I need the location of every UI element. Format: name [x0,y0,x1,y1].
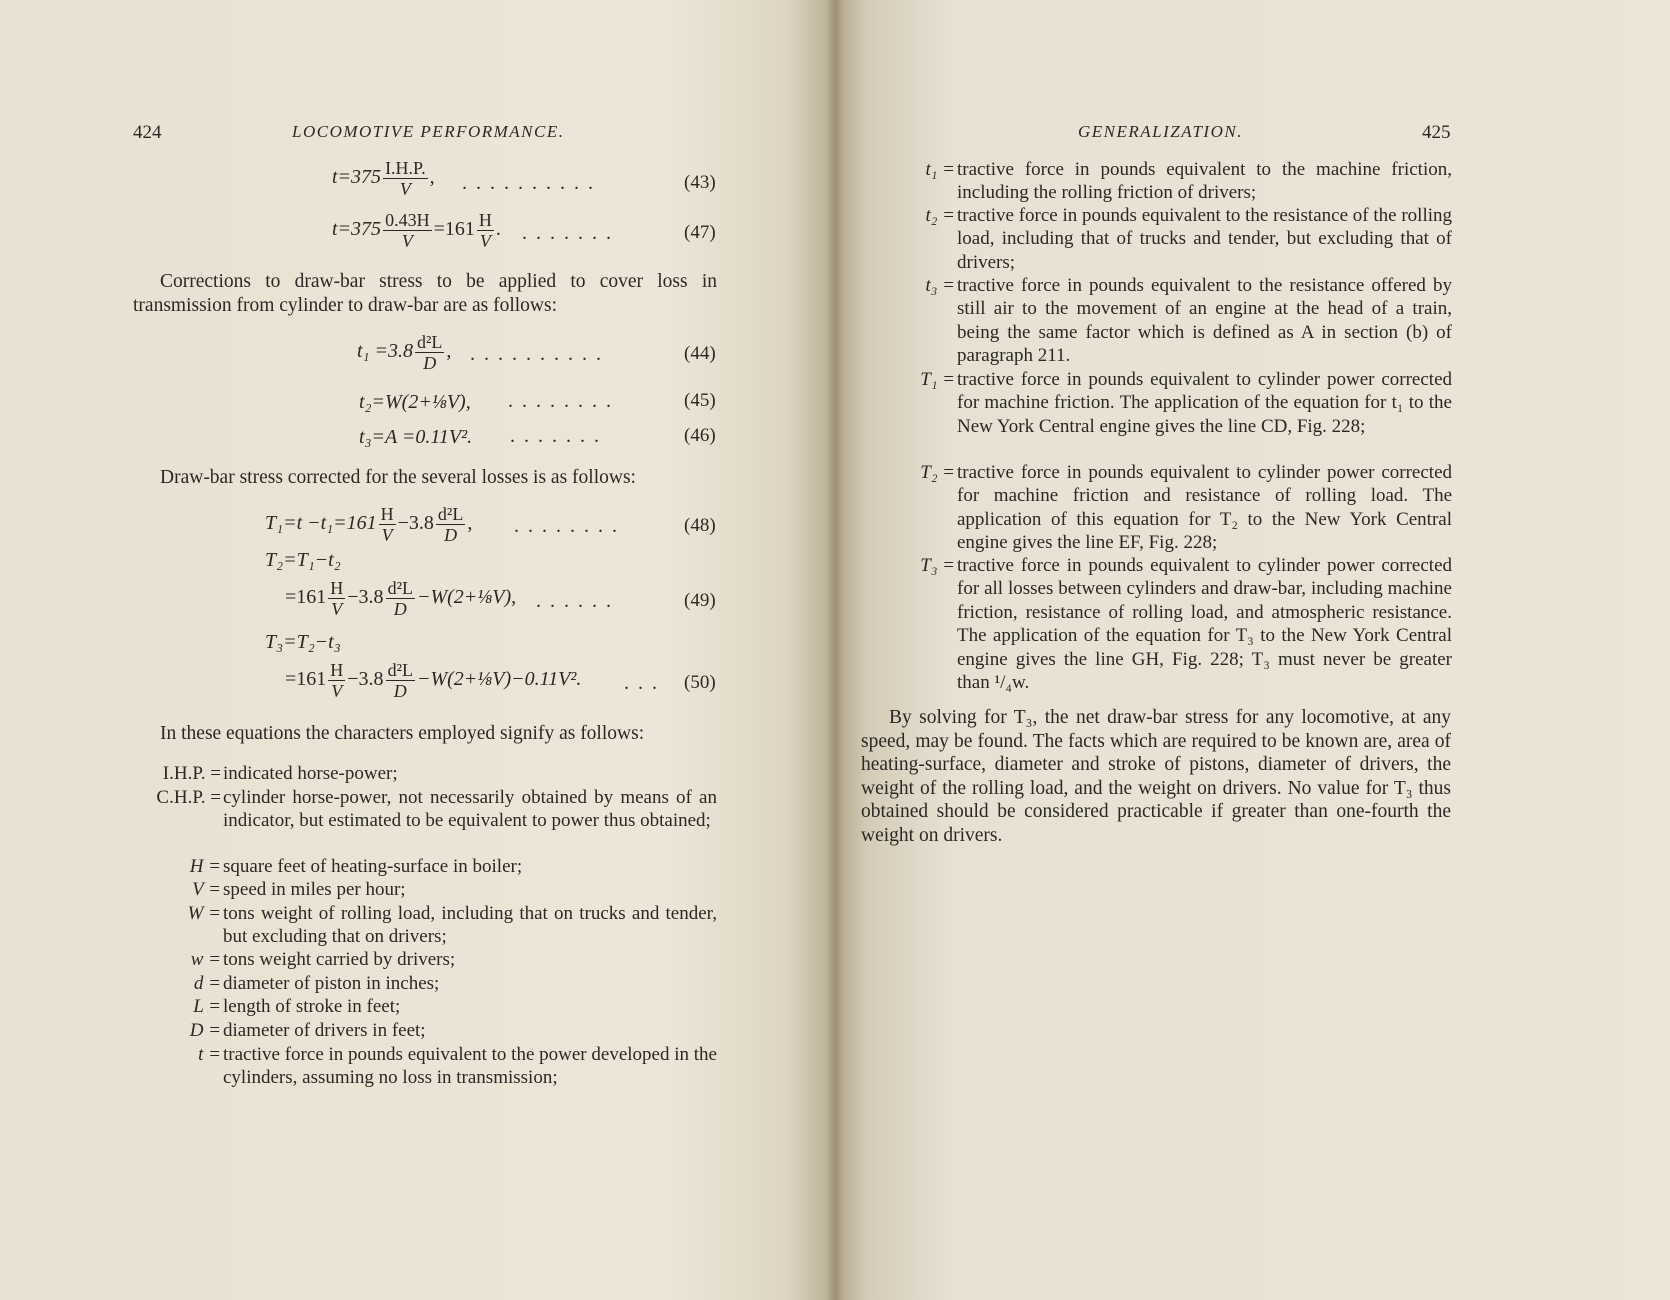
definition-T2: T₂ = tractive force in pounds equivalent to cylinder power corrected for machine friction and resistance of rolling load. The application of this equation for T₂ to the New York Central engine gives the line EF, Fig. 228; [920,462,1452,554]
definition-chp: C.H.P. = cylinder horse-power, not necessarily obtained by means of an indicator, but estimated to be equivalent to power thus obtained; [156,787,717,832]
equation-number-50: (50) [684,672,716,693]
equation-47: t=375 $\frac{0.43H}{V}$ =161 $\frac{H}{V}$ . [332,210,501,251]
page-number-right: 425 [1422,122,1451,143]
equation-44: t₁ =3.8 $\frac{\text{d²L}}{D}$ , [357,332,452,373]
right-page [835,0,1670,1300]
definition-h: H = square feet of heating-surface in boiler; [189,856,523,877]
definition-l: L = length of stroke in feet; [193,996,401,1017]
definition-v: V = speed in miles per hour; [192,879,406,900]
equation-50: =161 $\frac{H}{V}$ −3.8 $\frac{\text{d²L}}{D}$ −W(2+⅛V)−0.11V². [285,660,582,701]
characters-intro: In these equations the characters employed signify as follows: [160,723,645,744]
running-head-right: GENERALIZATION. [1078,122,1243,141]
page-number-left: 424 [133,122,162,143]
equation-number-46: (46) [684,425,716,446]
corrections-intro: Corrections to draw-bar stress to be applied to cover loss in transmission from cylinder to draw-bar are as follows: [133,271,717,316]
equation-number-47: (47) [684,222,716,243]
left-page: 424 LOCOMOTIVE PERFORMANCE. t=375 $\frac{I.H.P.}{V}$ , .......... (43) t=375 $\frac{0.43H}{V}$ =161 $\frac{H}{V}$ . ....... (47) Corrections to draw-bar stress to be applied to cover loss in transmission from cylinder to draw-bar are as follows: t₁ =3.8 $\frac{\text{d²L}}{D}$ , .......... (44) t₂=W(2+⅛V), ........ (45) t₃=A =0.11V². ....... (46) Draw-bar stress corrected for the several losses is as follows: T₁=t −t₁=161 $\frac{H}{V}$ −3.8 $\frac{\text{d²L}}{D}$ , ........ (48) T₂=T₁−t₂ =161 $\frac{H}{V}$ −3.8 $\frac{\text{d²L}}{D}$ −W(2+⅛V), ...... (49) T₃=T₂−t₃ =161 $\frac{H}{V}$ −3.8 $\frac{\text{d²L}}{D}$ −W(2+⅛V)−0.11V². ... (50) In these equations the characters employed signify as follows: I.H.P. = indicated horse-power; C.H.P. = cylinder horse-power, not necessarily obtained by means of an indicator, but estimated to be equivalent to power thus obtained; H = square feet of heating-surface in boiler; V = speed in miles per hour; W = tons weight of rolling load, including that on trucks and tender, but excluding that on drivers; w = tons weight carried by drivers; d = diameter of piston in inches; L = length of stroke in feet; D = diameter of drivers in feet; t = tractive force in pounds equivalent to the power developed in the cylinders, assuming no loss in transmission; [0,0,835,1300]
equation-46: t₃=A =0.11V². [359,426,473,448]
definition-w-lower: w = tons weight carried by drivers; [190,949,456,970]
definition-d-lower: d = diameter of piston in inches; [193,973,440,994]
book-gutter [826,0,844,1300]
definition-t1: t₁ = tractive force in pounds equivalent to the machine friction, including the rolling friction of drivers; [925,159,1452,204]
equation-50-head: T₃=T₂−t₃ [265,631,341,653]
corrected-intro: Draw-bar stress corrected for the several losses is as follows: [160,467,636,488]
equation-number-48: (48) [684,515,716,536]
definition-d-upper: D = diameter of drivers in feet; [189,1020,426,1041]
equation-number-49: (49) [684,590,716,611]
equation-45: t₂=W(2+⅛V), [359,391,471,413]
equation-number-45: (45) [684,390,716,411]
definition-t2: t₂ = tractive force in pounds equivalent to the resistance of the rolling load, including that of trucks and tender, but excluding that of drivers; [925,205,1452,273]
equation-48: T₁=t −t₁=161 $\frac{H}{V}$ −3.8 $\frac{\text{d²L}}{D}$ , [265,504,473,545]
equation-43: t=375 $\frac{I.H.P.}{V}$ , [332,158,435,199]
definition-w-upper: W = tons weight of rolling load, including that on trucks and tender, but excluding that on drivers; [187,903,717,948]
definition-t3: t₃ = tractive force in pounds equivalent to the resistance offered by still air to the movement of an engine at the head of a train, being the same factor which is defined as A in section (b) of paragraph 211. [925,275,1452,367]
definition-T3: T₃ = tractive force in pounds equivalent to cylinder power corrected for all losses between cylinders and draw-bar, including machine friction, resistance of rolling load, and atmospheric resistance. The application of the equation for T₃ to the New York Central engine gives the line GH, Fig. 228; T₃ must never be greater than ¹/₄w. [920,555,1452,694]
equation-number-44: (44) [684,343,716,364]
equation-49-head: T₂=T₁−t₂ [265,549,341,571]
definition-t: t = tractive force in pounds equivalent to the power developed in the cylinders, assuming no loss in transmission; [198,1044,717,1089]
equation-49: =161 $\frac{H}{V}$ −3.8 $\frac{\text{d²L}}{D}$ −W(2+⅛V), [285,578,517,619]
running-head-left: LOCOMOTIVE PERFORMANCE. [292,122,565,141]
definition-ihp: I.H.P. = indicated horse-power; [162,763,398,784]
closing-paragraph: By solving for T₃, the net draw-bar stress for any locomotive, at any speed, may be found. The facts which are required to be known are, area of heating-surface, diameter and stroke of pistons, diameter of drivers, the weight of the rolling load, and the weight on drivers. No value for T₃ thus obtained should be considered practicable if greater than one-fourth the weight on drivers. [861,707,1451,846]
equation-number-43: (43) [684,172,716,193]
definition-T1: T₁ = tractive force in pounds equivalent to cylinder power corrected for machine friction. The application of the equation for t₁ to the New York Central engine gives the line CD, Fig. 228; [920,369,1452,437]
